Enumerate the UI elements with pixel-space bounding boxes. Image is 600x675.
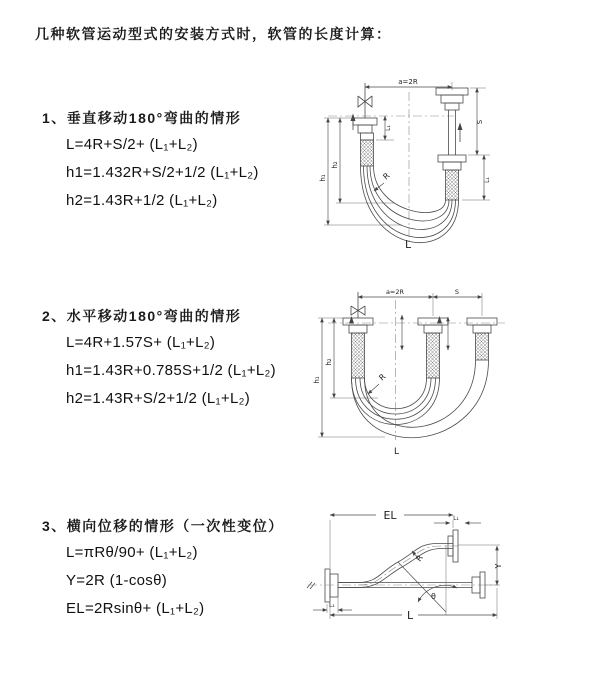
section-2-formula-h2: h2=1.43R+S/2+1/2 (L₁+L₂) bbox=[66, 390, 251, 407]
dimension-s-right bbox=[468, 88, 490, 155]
diagram-lateral-displacement bbox=[300, 498, 598, 630]
dim-label-h2: h₂ bbox=[331, 161, 339, 169]
leg-flanges bbox=[343, 316, 497, 378]
dim-label-a2r: a=2R bbox=[398, 78, 418, 86]
section-1-heading: 1、垂直移动180°弯曲的情形 bbox=[42, 110, 242, 126]
section-2-heading: 2、水平移动180°弯曲的情形 bbox=[42, 308, 242, 324]
section-1-formula-L: L=4R+S/2+ (L₁+L₂) bbox=[66, 136, 198, 153]
dim-label-y: Y bbox=[494, 563, 503, 569]
dim-label-l1-left: L₁ bbox=[385, 125, 392, 131]
dim-label-a2r: a=2R bbox=[385, 288, 405, 296]
section-3-formula-EL: EL=2Rsinθ+ (L₁+L₂) bbox=[66, 600, 205, 617]
left-leg-flange bbox=[351, 114, 378, 167]
dim-label-l1-top: L₁ bbox=[453, 515, 459, 522]
section-3-heading: 3、横向位移的情形（一次性变位） bbox=[42, 518, 284, 534]
dim-label-l1-right: L₁ bbox=[484, 177, 491, 183]
hose-curves bbox=[352, 360, 489, 438]
dim-label-h2: h₂ bbox=[325, 358, 333, 366]
section-2-formula-h1: h1=1.43R+0.785S+1/2 (L₁+L₂) bbox=[66, 362, 276, 379]
dim-label-l-total: L bbox=[394, 447, 400, 457]
small-dims bbox=[402, 315, 448, 350]
dim-label-h1: h₁ bbox=[313, 376, 321, 384]
dim-label-theta: θ bbox=[431, 592, 436, 601]
hose-curves bbox=[361, 166, 459, 243]
radius-callout bbox=[368, 372, 388, 394]
section-1-formula-h2: h2=1.43R+1/2 (L₁+L₂) bbox=[66, 192, 218, 209]
dimension-l1-left bbox=[376, 116, 394, 140]
valve-icon bbox=[351, 292, 365, 318]
section-2-formula-L: L=4R+1.57S+ (L₁+L₂) bbox=[66, 334, 216, 351]
diagram-vertical-180-bend bbox=[312, 70, 564, 262]
dim-label-r: R bbox=[414, 553, 425, 564]
dimension-y bbox=[458, 545, 503, 585]
dimension-top bbox=[358, 288, 482, 316]
dim-label-s: S bbox=[454, 288, 460, 296]
radius-callout bbox=[412, 551, 425, 563]
dim-label-l1-bottom: L₁ bbox=[329, 602, 335, 609]
dim-label-r: R bbox=[381, 171, 392, 182]
dim-label-s: S bbox=[476, 119, 484, 125]
dim-label-l-total: L bbox=[405, 238, 412, 251]
right-leg-flanges bbox=[436, 88, 468, 200]
dim-label-el: EL bbox=[383, 509, 397, 522]
dimension-el bbox=[330, 509, 453, 568]
dim-label-r: R bbox=[377, 372, 388, 383]
diagram-horizontal-180-bend bbox=[310, 282, 572, 468]
section-3-formula-Y: Y=2R (1-cosθ) bbox=[66, 572, 168, 589]
fixed-end-flange bbox=[307, 569, 338, 602]
radius-callout bbox=[374, 171, 392, 191]
page-title: 几种软管运动型式的安装方式时，软管的长度计算： bbox=[35, 26, 392, 42]
section-1-formula-h1: h1=1.432R+S/2+1/2 (L₁+L₂) bbox=[66, 164, 259, 181]
section-3-formula-L: L=πRθ/90+ (L₁+L₂) bbox=[66, 544, 198, 561]
dim-label-h1: h₁ bbox=[319, 174, 327, 182]
dimension-l1-top bbox=[434, 515, 481, 523]
valve-icon bbox=[358, 83, 372, 118]
dim-label-l-total: L bbox=[407, 609, 414, 622]
displaced-position-hose bbox=[338, 530, 458, 588]
